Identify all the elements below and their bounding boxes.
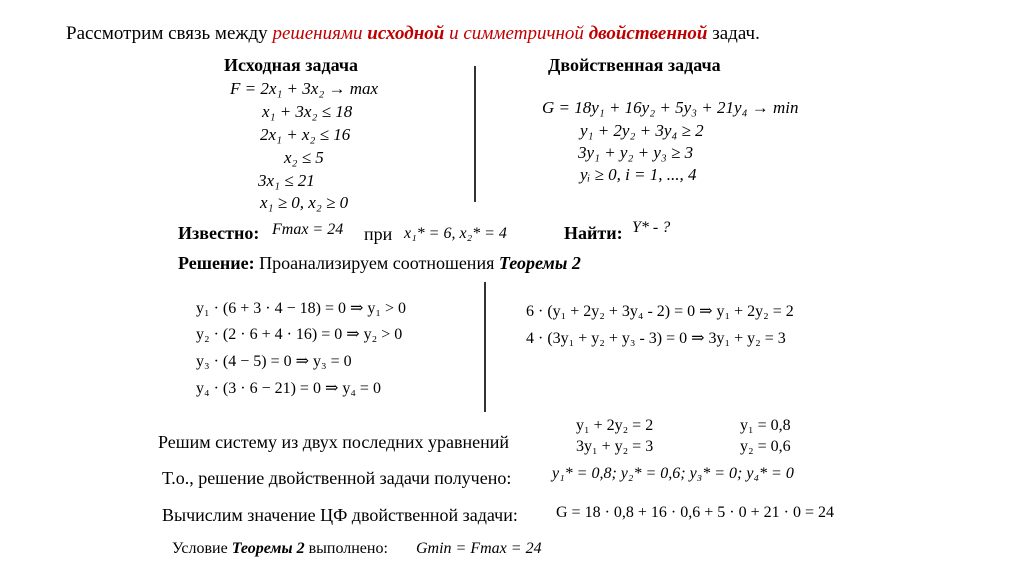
system-eq-2: 3y₁ + y₂ = 3 bbox=[576, 438, 654, 455]
primal-constraint-4: 3x₁ ≤ 21 bbox=[258, 171, 315, 190]
primal-nonnegativity: x₁ ≥ 0, x₂ ≥ 0 bbox=[260, 193, 349, 212]
primal-constraint-3: x₂ ≤ 5 bbox=[284, 148, 324, 167]
divider-top bbox=[474, 66, 476, 202]
known-point: x₁* = 6, x₂* = 4 bbox=[404, 225, 507, 242]
condition-suffix: выполнено: bbox=[304, 540, 388, 557]
objective-value: G = 18 · 0,8 + 16 · 0,6 + 5 · 0 + 21 · 0 = 24 bbox=[556, 504, 834, 521]
solution-text: Проанализируем соотношения bbox=[259, 253, 499, 273]
left-eq-2: y₂ · (2 · 6 + 4 · 16) = 0 ⇒ y₂ > 0 bbox=[196, 326, 403, 343]
solution-theorem: Теоремы 2 bbox=[498, 253, 581, 273]
system-text: Решим систему из двух последних уравнений bbox=[158, 432, 510, 452]
primal-constraint-1: x₁ + 3x₂ ≤ 18 bbox=[262, 102, 353, 121]
right-eq-1: 6 · (y₁ + 2y₂ + 3y₄ - 2) = 0 ⇒ y₁ + 2y₂ = 2 bbox=[526, 303, 794, 320]
left-eq-4: y₄ · (3 · 6 − 21) = 0 ⇒ y₄ = 0 bbox=[196, 380, 381, 397]
dual-solution-value: y₁* = 0,8; y₂* = 0,6; y₃* = 0; y₄* = 0 bbox=[552, 465, 794, 482]
title-red-dual: двойственной bbox=[588, 23, 708, 44]
dual-heading: Двойственная задача bbox=[548, 55, 721, 75]
slide-title bbox=[66, 24, 760, 43]
known-label: Известно: bbox=[178, 223, 260, 243]
objective-text: Вычислим значение ЦФ двойственной задачи: bbox=[162, 505, 518, 525]
solution-label: Решение: bbox=[178, 253, 255, 273]
divider-middle bbox=[484, 282, 486, 412]
title-suffix: задач. bbox=[707, 23, 760, 44]
system-result-1: y₁ = 0,8 bbox=[740, 417, 791, 434]
title-red-solutions: решениями bbox=[272, 23, 363, 44]
known-fmax: Fmax = 24 bbox=[272, 221, 344, 238]
dual-solution-text: Т.о., решение двойственной задачи получено: bbox=[162, 468, 512, 488]
dual-constraint-2: 3y₁ + y₂ + y₃ ≥ 3 bbox=[578, 143, 694, 162]
find-value: Y* - ? bbox=[632, 219, 671, 236]
find-label: Найти: bbox=[564, 223, 623, 243]
condition-prefix: Условие bbox=[172, 540, 232, 557]
primal-objective: F = 2x₁ + 3x₂ → max bbox=[230, 79, 379, 98]
title-red-primal: исходной bbox=[367, 23, 445, 44]
left-eq-3: y₃ · (4 − 5) = 0 ⇒ y₃ = 0 bbox=[196, 353, 352, 370]
known-at: при bbox=[364, 224, 393, 244]
condition-value: Gmin = Fmax = 24 bbox=[416, 540, 542, 557]
title-prefix: Рассмотрим связь между bbox=[66, 23, 273, 44]
dual-nonnegativity: yᵢ ≥ 0, i = 1, ..., 4 bbox=[580, 165, 697, 184]
dual-objective: G = 18y₁ + 16y₂ + 5y₃ + 21y₄ → min bbox=[542, 98, 799, 117]
system-result-2: y₂ = 0,6 bbox=[740, 438, 791, 455]
solution-line bbox=[178, 254, 581, 272]
condition-line bbox=[172, 541, 388, 557]
primal-heading: Исходная задача bbox=[224, 55, 359, 75]
title-red-symmetric: и симметричной bbox=[444, 23, 589, 44]
condition-theorem: Теоремы 2 bbox=[231, 540, 305, 557]
dual-constraint-1: y₁ + 2y₂ + 3y₄ ≥ 2 bbox=[580, 121, 704, 140]
system-eq-1: y₁ + 2y₂ = 2 bbox=[576, 417, 654, 434]
left-eq-1: y₁ · (6 + 3 · 4 − 18) = 0 ⇒ y₁ > 0 bbox=[196, 300, 406, 317]
right-eq-2: 4 · (3y₁ + y₂ + y₃ - 3) = 0 ⇒ 3y₁ + y₂ = 3 bbox=[526, 330, 786, 347]
primal-constraint-2: 2x₁ + x₂ ≤ 16 bbox=[260, 125, 351, 144]
